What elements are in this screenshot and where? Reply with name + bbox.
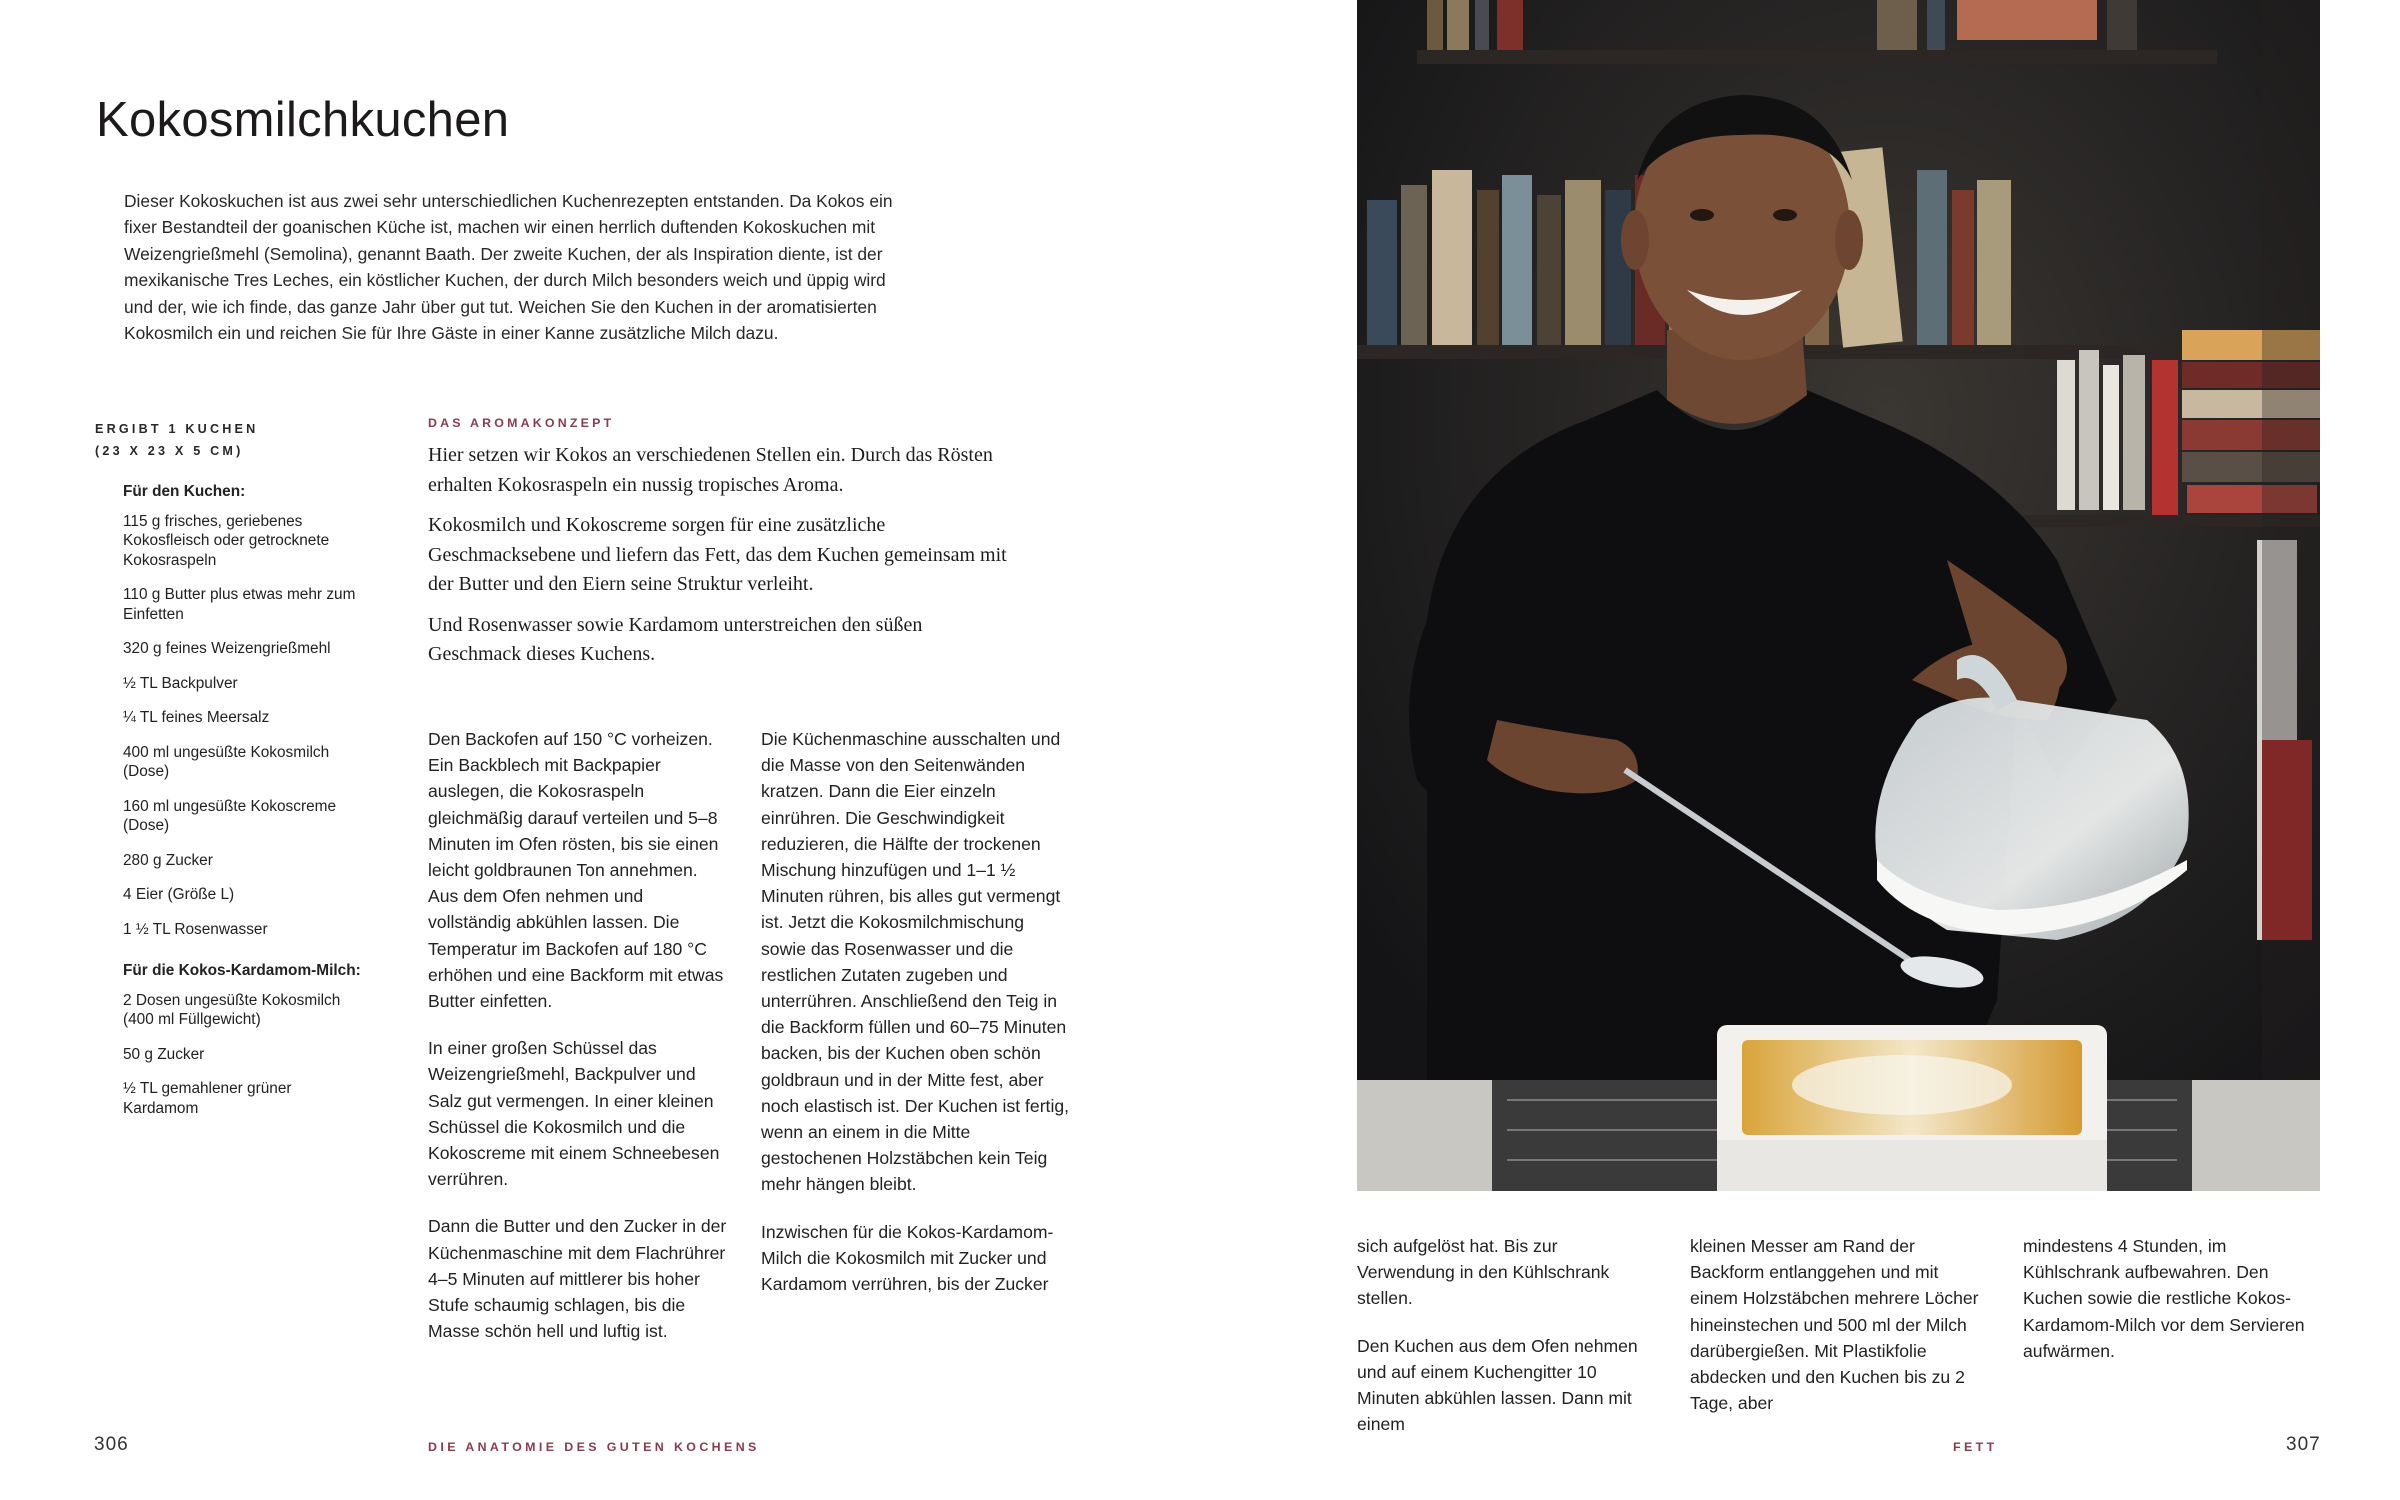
ingredient-item: ½ TL Backpulver [123, 674, 238, 692]
method-paragraph: sich aufgelöst hat. Bis zur Verwendung in den Kühlschrank stellen. [1357, 1236, 1610, 1309]
method-paragraph: In einer großen Schüssel das Weizengrießmehl, Backpulver und Salz gut vermengen. In einer kleinen Schüssel die Kokosmilch und die Kokoscreme mit einem Schneebesen verrühren. [428, 1038, 720, 1190]
method-column-5 [2023, 1233, 2323, 1385]
running-footer-left: DIE ANATOMIE DES GUTEN KOCHENS [428, 1440, 760, 1454]
ingredient-item: 2 Dosen ungesüßte Kokosmilch (400 ml Füllgewicht) [123, 991, 341, 1028]
ingredient-item: 400 ml ungesüßte Kokosmilch (Dose) [123, 743, 330, 780]
yield-label: ERGIBT 1 KUCHEN [95, 422, 259, 436]
method-paragraph: kleinen Messer am Rand der Backform entlanggehen und mit einem Holzstäbchen mehrere Löcher hineinstechen und 500 ml der Milch darübergießen. Mit Plastikfolie abdecken und den Kuchen bis zu 2 Tage, aber [1690, 1236, 1979, 1414]
page-number-left: 306 [94, 1434, 129, 1455]
method-paragraph: Den Kuchen aus dem Ofen nehmen und auf einem Kuchengitter 10 Minuten abkühlen lassen. Dann mit einem [1357, 1335, 1638, 1435]
aroma-concept-text [428, 441, 1008, 681]
method-column-2 [761, 726, 1071, 1318]
intro-line: Kokosmilch ein und reichen Sie für Ihre Gäste in einer Kanne zusätzliche Milch dazu. [124, 323, 779, 344]
intro-paragraph [124, 188, 904, 346]
ingredient-item: 160 ml ungesüßte Kokoscreme (Dose) [123, 797, 337, 834]
method-paragraph: Den Backofen auf 150 °C vorheizen. Ein Backblech mit Backpapier auslegen, die Kokosraspeln gleichmäßig darauf verteilen und 5–8 Minuten im Ofen rösten, bis sie einen leicht goldbraunen Ton annehmen. Aus dem Ofen nehmen und vollständig abkühlen lassen. Die Temperatur im Backofen auf 180 °C erhöhen und eine Backform mit etwas Butter einfetten. [428, 729, 724, 1012]
ingredient-item: 4 Eier (Größe L) [123, 886, 235, 903]
intro-line: mexikanische Tres Leches, ein köstlicher Kuchen, der durch Milch besonders weich und üppig wird [124, 270, 886, 291]
ingredient-item: ½ TL gemahlener grüner Kardamom [123, 1080, 292, 1117]
ingredient-item: 320 g feines Weizengrießmehl [123, 640, 331, 657]
yield-size: (23 X 23 X 5 CM) [95, 444, 244, 458]
page-number-right: 307 [2286, 1434, 2321, 1455]
ingredient-item: 1 ½ TL Rosenwasser [123, 920, 268, 938]
method-column-3 [1357, 1233, 1657, 1458]
intro-line: und der, wie ich finde, das ganze Jahr über gut tut. Weichen Sie den Kuchen in der aromatisierten [124, 296, 877, 317]
ingredient-list [123, 482, 363, 1133]
ingredient-group-heading: Für die Kokos-Kardamom-Milch: [123, 962, 361, 979]
aroma-concept-label: DAS AROMAKONZEPT [428, 416, 615, 430]
method-paragraph: Die Küchenmaschine ausschalten und die Masse von den Seitenwänden kratzen. Dann die Eier einzeln einrühren. Die Geschwindigkeit reduzieren, die Hälfte der trockenen Mischung hinzufügen und 1–1 ½ Minuten rühren, bis alles gut vermengt ist. Jetzt die Kokosmilchmischung sowie das Rosenwasser und die restlichen Zutaten zugeben und unterrühren. Anschließend den Teig in die Backform füllen und 60–75 Minuten backen, bis der Kuchen oben schön goldbraun und in der Mitte fest, aber noch elastisch ist. Der Kuchen ist fertig, wenn an einem in die Mitte gestochenen Holzstäbchen kein Teig mehr hängen bleibt. [761, 729, 1070, 1195]
ingredient-group-heading: Für den Kuchen: [123, 483, 246, 500]
chef-photo [1357, 0, 2320, 1191]
method-paragraph: mindestens 4 Stunden, im Kühlschrank aufbewahren. Den Kuchen sowie die restliche Kokos-Kardamom-Milch vor dem Servieren aufwärmen. [2023, 1236, 2305, 1361]
ingredient-item: 50 g Zucker [123, 1045, 205, 1063]
yield-info [95, 418, 258, 462]
aroma-paragraph: Hier setzen wir Kokos an verschiedenen Stellen ein. Durch das Rösten erhalten Kokosraspeln ein nussig tropisches Aroma. [428, 444, 993, 496]
ingredient-item: 115 g frisches, geriebenes Kokosfleisch oder getrocknete Kokosraspeln [123, 512, 330, 569]
aroma-paragraph: Kokosmilch und Kokoscreme sorgen für eine zusätzliche Geschmacksebene und liefern das Fett, das dem Kuchen gemeinsam mit der Butter und den Eiern seine Struktur verleiht. [428, 514, 1007, 595]
running-footer-right: FETT [1953, 1440, 1998, 1454]
aroma-paragraph: Und Rosenwasser sowie Kardamom unterstreichen den süßen Geschmack dieses Kuchens. [428, 613, 923, 665]
ingredient-item: ¼ TL feines Meersalz [123, 709, 270, 726]
intro-line: fixer Bestandteil der goanischen Küche ist, machen wir einen herrlich duftenden Kokoskuchen mit [124, 217, 876, 238]
photo-illustration [1357, 0, 2320, 1191]
ingredient-item: 110 g Butter plus etwas mehr zum Einfetten [123, 586, 356, 623]
method-column-4 [1690, 1233, 1990, 1437]
ingredient-item: 280 g Zucker [123, 851, 213, 869]
method-paragraph: Inzwischen für die Kokos-Kardamom-Milch die Kokosmilch mit Zucker und Kardamom verrühren, bis der Zucker [761, 1221, 1054, 1295]
method-paragraph: Dann die Butter und den Zucker in der Küchenmaschine mit dem Flachrührer 4–5 Minuten auf mittlerer bis hoher Stufe schaumig schlagen, bis die Masse schön hell und luftig ist. [428, 1216, 727, 1342]
intro-line: Weizengrießmehl (Semolina), genannt Baath. Der zweite Kuchen, der als Inspiration diente, ist der [124, 243, 883, 264]
method-column-1 [428, 726, 728, 1365]
recipe-title: Kokosmilchkuchen [96, 93, 510, 147]
intro-line: Dieser Kokoskuchen ist aus zwei sehr unterschiedlichen Kuchenrezepten entstanden. Da Kokos ein [124, 191, 893, 211]
